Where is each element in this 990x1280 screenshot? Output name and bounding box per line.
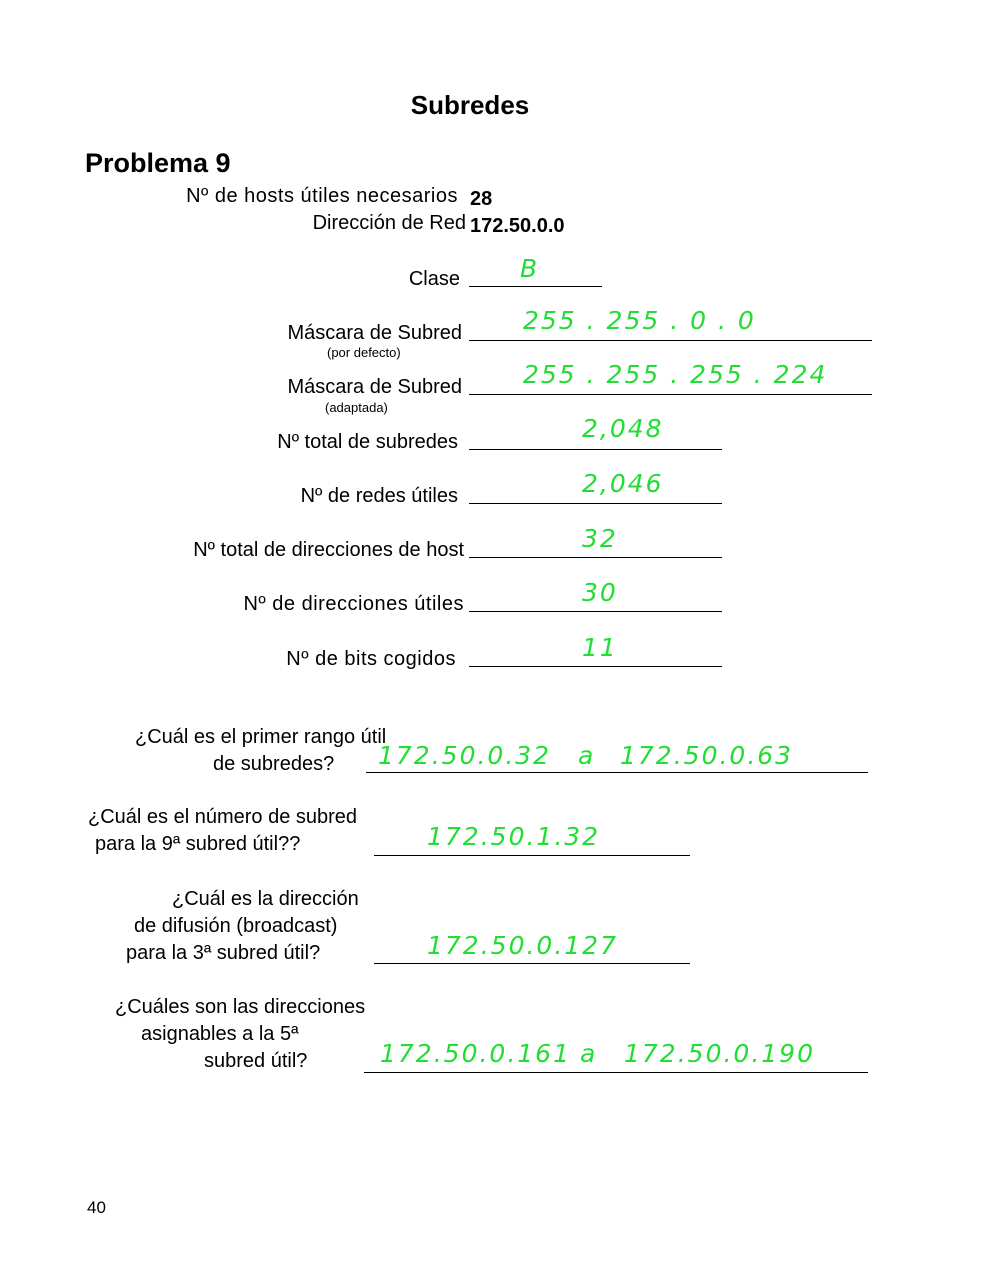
field-label-total-subnets: Nº total de subredes <box>277 431 458 453</box>
answer-bits-borrowed: 11 <box>582 633 618 662</box>
answer-1-from: 172.50.0.32 <box>378 741 552 770</box>
question-1-line-2: de subredes? <box>213 753 335 775</box>
question-1-line-1: ¿Cuál es el primer rango útil <box>135 726 387 748</box>
answer-line <box>374 963 690 964</box>
answer-2: 172.50.1.32 <box>427 822 601 851</box>
answer-usable-networks: 2,046 <box>582 469 664 498</box>
answer-line <box>469 449 722 450</box>
question-4-line-1: ¿Cuáles son las direcciones <box>115 996 366 1018</box>
answer-line <box>469 611 722 612</box>
answer-line <box>469 394 872 395</box>
field-label-adapted-mask: Máscara de Subred <box>287 376 462 398</box>
field-label-bits-borrowed: Nº de bits cogidos <box>286 648 456 670</box>
answer-line <box>469 286 602 287</box>
network-label: Dirección de Red <box>312 212 466 234</box>
question-2-line-2: para la 9ª subred útil?? <box>95 833 301 855</box>
answer-class: B <box>520 254 540 283</box>
page-title: Subredes <box>410 90 530 120</box>
answer-line <box>366 772 868 773</box>
hosts-value: 28 <box>470 188 493 210</box>
answer-1-to: 172.50.0.63 <box>620 741 794 770</box>
field-note-default: (por defecto) <box>327 345 401 360</box>
question-2-line-1: ¿Cuál es el número de subred <box>88 806 358 828</box>
answer-total-subnets: 2,048 <box>582 414 664 443</box>
answer-4-from: 172.50.0.161 <box>380 1039 571 1068</box>
question-4-line-2: asignables a la 5ª <box>141 1023 299 1045</box>
answer-line <box>469 340 872 341</box>
problem-heading: Problema 9 <box>85 148 231 178</box>
question-3-line-1: ¿Cuál es la dirección <box>172 888 359 910</box>
answer-line <box>469 557 722 558</box>
network-value: 172.50.0.0 <box>470 215 565 237</box>
answer-3: 172.50.0.127 <box>427 931 618 960</box>
question-4-line-3: subred útil? <box>204 1050 308 1072</box>
field-label-total-hosts: Nº total de direcciones de host <box>193 539 464 561</box>
answer-4-to: 172.50.0.190 <box>624 1039 815 1068</box>
field-label-usable-networks: Nº de redes útiles <box>300 485 458 507</box>
answer-adapted-mask: 255 . 255 . 255 . 224 <box>523 360 828 389</box>
answer-1-connector: a <box>578 741 596 770</box>
answer-line <box>364 1072 868 1073</box>
answer-usable-hosts: 30 <box>582 578 618 607</box>
answer-line <box>374 855 690 856</box>
answer-4-connector: a <box>580 1039 598 1068</box>
field-note-adapted: (adaptada) <box>325 400 388 415</box>
hosts-label: Nº de hosts útiles necesarios <box>186 185 458 207</box>
answer-total-hosts: 32 <box>582 524 618 553</box>
page-number: 40 <box>87 1198 106 1217</box>
answer-line <box>469 666 722 667</box>
field-label-class: Clase <box>408 268 460 290</box>
question-3-line-2: de difusión (broadcast) <box>134 915 338 937</box>
answer-line <box>469 503 722 504</box>
answer-default-mask: 255 . 255 . 0 . 0 <box>523 306 756 335</box>
question-3-line-3: para la 3ª subred útil? <box>126 942 321 964</box>
field-label-default-mask: Máscara de Subred <box>287 322 462 344</box>
field-label-usable-hosts: Nº de direcciones útiles <box>243 593 464 615</box>
